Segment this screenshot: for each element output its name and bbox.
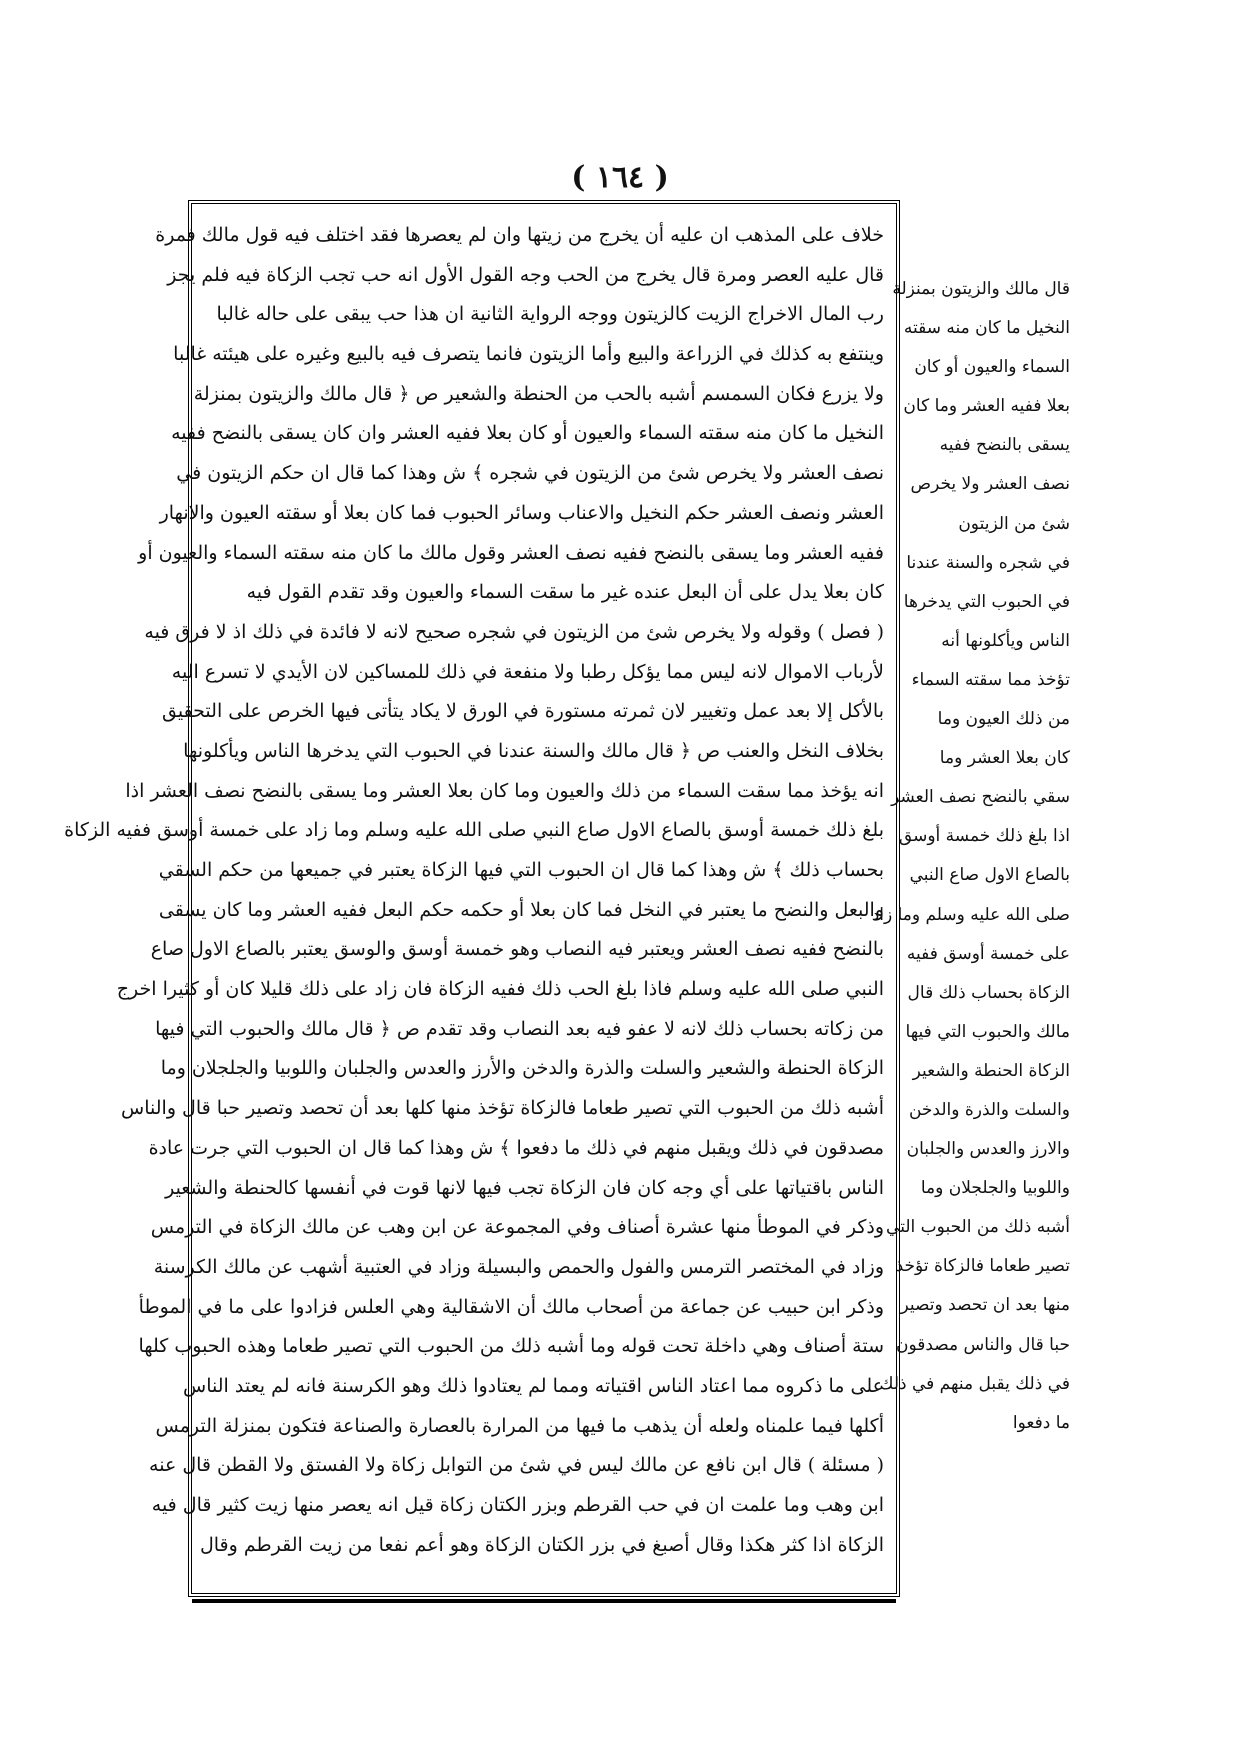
margin-line: نصف العشر ولا يخرص (910, 474, 1070, 495)
margin-line: شئ من الزيتون (958, 513, 1070, 534)
main-line: على ما ذكروه مما اعتاد الناس اقتياته ومما لم يعتادوا ذلك وهو الكرسنة فانه لم يعتد الناس (183, 1374, 884, 1397)
main-line: بخلاف النخل والعنب ص ﴿ قال مالك والسنة عندنا في الحبوب التي يدخرها الناس ويأكلونها (183, 739, 884, 762)
main-line: الزكاة اذا كثر هكذا وقال أصبغ في بزر الكتان الزكاة وهو أعم نفعا من زيت القرطم وقال (199, 1533, 884, 1556)
margin-line: مالك والحبوب التي فيها (905, 1021, 1070, 1042)
margin-line: صلى الله عليه وسلم وما زاد (871, 904, 1070, 925)
margin-line: النخيل ما كان منه سقته (903, 318, 1070, 339)
margin-line: والارز والعدس والجلبان (906, 1139, 1070, 1160)
margin-line: السماء والعيون أو كان (914, 357, 1070, 378)
main-line: أشبه ذلك من الحبوب التي تصير طعاما فالزكاة تؤخذ منها كلها بعد أن تحصد وتصير حبا قال والناس (121, 1097, 884, 1120)
margin-line: ما دفعوا (1012, 1412, 1070, 1433)
margin-line: قال مالك والزيتون بمنزلة (892, 279, 1070, 299)
main-line: وينتفع به كذلك في الزراعة والبيع وأما الزيتون فانما يتصرف فيه بالبيع وغيره على هيئته غالبا (173, 343, 884, 366)
margin-line: يسقى بالنضح ففيه (939, 435, 1070, 456)
main-line: ( مسئلة ) قال ابن نافع عن مالك ليس في شئ من التوابل زكاة ولا الفستق ولا القطن قال عنه (149, 1454, 884, 1477)
main-line: انه يؤخذ مما سقت السماء من ذلك والعيون وما كان بعلا العشر وما يسقى بالنضح نصف العشر اذا (125, 779, 884, 802)
page-number: ( ١٦٤ ) (571, 160, 669, 195)
main-line: قال عليه العصر ومرة قال يخرج من الحب وجه القول الأول انه حب تجب الزكاة فيه فلم يجز (167, 263, 884, 286)
margin-line: والسلت والذرة والدخن (908, 1099, 1070, 1120)
main-line: لأرباب الاموال لانه ليس مما يؤكل رطبا ولا منفعة في ذلك للمساكين لان الأيدي لا تسرع اليه (171, 660, 884, 683)
main-line: خلاف على المذهب ان عليه أن يخرج من زيتها وان لم يعصرها فقد اختلف فيه قول مالك فمرة (155, 224, 884, 246)
margin-line: تصير طعاما فالزكاة تؤخذ (895, 1256, 1070, 1277)
margin-line: في ذلك يقبل منهم في ذلك (879, 1373, 1070, 1394)
main-line: بحساب ذلك ﴾ ش وهذا كما قال ان الحبوب التي فيها الزكاة يعتبر في جميعها من حكم السقي (158, 859, 884, 881)
margin-line: في شجره والسنة عندنا (906, 552, 1070, 573)
main-line: بالنضح ففيه نصف العشر ويعتبر فيه النصاب وهو خمسة أوسق والوسق يعتبر بالصاع الاول صاع (150, 938, 884, 961)
main-line: النخيل ما كان منه سقته السماء والعيون أو كان بعلا ففيه العشر وان كان يسقى بالنضح ففيه (171, 422, 884, 445)
main-line: الزكاة الحنطة والشعير والسلت والذرة والدخن والأرز والعدس والجلبان واللوبيا والجلجلان وما (160, 1057, 884, 1080)
main-line: رب المال الاخراج الزيت كالزيتون ووجه الرواية الثانية ان هذا حب يبقى على حاله غالبا (216, 303, 884, 326)
margin-commentary (871, 270, 1070, 1443)
margin-line: بالصاع الاول صاع النبي (909, 865, 1070, 886)
margin-line: على خمسة أوسق ففيه (906, 943, 1070, 964)
margin-line: منها بعد ان تحصد وتصير (900, 1295, 1070, 1316)
main-line: ستة أصناف وهي داخلة تحت قوله وما أشبه ذلك من الحبوب التي تصير طعاما وهذه الحبوب كلها (138, 1335, 884, 1358)
main-text-frame (64, 200, 900, 1597)
main-line: وذكر ابن حبيب عن جماعة من أصحاب مالك أن الاشقالية وهي العلس فزادوا على ما في الموطأ (138, 1295, 884, 1318)
main-line: ففيه العشر وما يسقى بالنضح ففيه نصف العشر وقول مالك ما كان منه سقته السماء والعيون أو (138, 541, 884, 564)
margin-line: من ذلك العيون وما (937, 709, 1070, 730)
margin-line: كان بعلا العشر وما (939, 748, 1070, 769)
margin-line: بعلا ففيه العشر وما كان (903, 396, 1070, 417)
main-line: ولا يزرع فكان السمسم أشبه بالحب من الحنطة والشعير ص ﴿ قال مالك والزيتون بمنزلة (193, 382, 884, 405)
main-line: مصدقون في ذلك ويقبل منهم في ذلك ما دفعوا ﴾ ش وهذا كما قال ان الحبوب التي جرت عادة (148, 1136, 884, 1159)
margin-line: واللوبيا والجلجلان وما (920, 1178, 1070, 1199)
main-line: ابن وهب وما علمت ان في حب القرطم وبزر الكتان زكاة قيل انه يعصر منها زيت كثير قال فيه (151, 1494, 884, 1516)
margin-line: الناس ويأكلونها أنه (941, 630, 1070, 651)
main-line: النبي صلى الله عليه وسلم فاذا بلغ الحب ذلك ففيه الزكاة فان زاد على ذلك قليلا كان أو كثيرا اخرج (116, 978, 884, 1001)
margin-line: اذا بلغ ذلك خمسة أوسق (898, 826, 1070, 847)
margin-line: سقي بالنضح نصف العشر (891, 787, 1070, 808)
main-line: بالأكل إلا بعد عمل وتغيير لان ثمرته مستورة في الورق لا يكاد يتأتى فيها الخرص على التحقيق (161, 700, 884, 723)
main-line: وذكر في الموطأ منها عشرة أصناف وفي المجموعة عن ابن وهب عن مالك الزكاة في الترمس (150, 1216, 884, 1239)
main-line: كان بعلا يدل على أن البعل عنده غير ما سقت السماء والعيون وقد تقدم القول فيه (246, 581, 884, 604)
margin-line: الزكاة الحنطة والشعير (912, 1060, 1070, 1081)
margin-line: تؤخذ مما سقته السماء (911, 669, 1070, 690)
main-line: العشر ونصف العشر حكم النخيل والاعناب وسائر الحبوب فما كان بعلا أو سقته العيون والانهار (159, 501, 884, 524)
main-line: نصف العشر ولا يخرص شئ من الزيتون في شجره ﴾ ش وهذا كما قال ان حكم الزيتون في (176, 462, 884, 485)
main-line: والبعل والنضح ما يعتبر في النخل فما كان بعلا أو حكمه حكم البعل ففيه العشر وما كان يسقى (158, 898, 884, 921)
main-line: من زكاته بحساب ذلك لانه لا عفو فيه بعد النصاب وقد تقدم ص ﴿ قال مالك والحبوب التي فيها (155, 1017, 884, 1040)
margin-line: حبا قال والناس مصدقون (895, 1334, 1070, 1355)
main-line: وزاد في المختصر الترمس والفول والحمص والبسيلة وزاد في العتبية أشهب عن مالك الكرسنة (153, 1255, 884, 1278)
main-line: بلغ ذلك خمسة أوسق بالصاع الاول صاع النبي صلى الله عليه وسلم وما زاد على خمسة أوسق ففيه الزكاة (64, 819, 884, 842)
main-line: أكلها فيما علمناه ولعله أن يذهب ما فيها من المرارة بالعصارة والصناعة فتكون بمنزلة الترمس (155, 1414, 884, 1437)
margin-line: في الحبوب التي يدخرها (903, 591, 1070, 612)
main-line: الناس باقتياتها على أي وجه كان فان الزكاة تجب فيها لانها قوت في أنفسها كالحنطة والشعير (165, 1176, 884, 1199)
main-text-block (64, 216, 884, 1565)
margin-line: الزكاة بحساب ذلك قال (907, 982, 1070, 1003)
main-line: ( فصل ) وقوله ولا يخرص شئ من الزيتون في شجره صحيح لانه لا فائدة في ذلك اذ لا فرق فيه (144, 620, 884, 643)
margin-line: أشبه ذلك من الحبوب التي (886, 1217, 1070, 1238)
